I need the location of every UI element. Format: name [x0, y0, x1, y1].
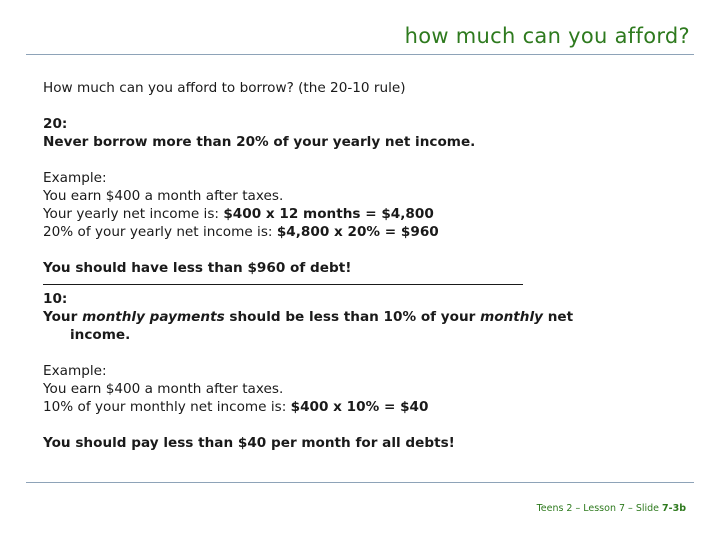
- line2-prefix: Your yearly net income is:: [43, 206, 224, 222]
- rule-emphasis-monthly-payments: monthly payments: [82, 309, 225, 325]
- section-10-conclusion: You should pay less than $40 per month for all debts!: [43, 435, 455, 451]
- line2-calc: $400 x 12 months = $4,800: [223, 206, 434, 222]
- slide-title: how much can you afford?: [404, 24, 690, 48]
- line2-calc: $400 x 10% = $40: [290, 399, 429, 415]
- section-20-label: 20:: [43, 116, 68, 132]
- top-divider: [26, 54, 694, 55]
- section-10-example-label: Example:: [43, 363, 107, 379]
- section-20-conclusion: You should have less than $960 of debt!: [43, 260, 352, 276]
- section-10-label: 10:: [43, 291, 68, 307]
- section-10-rule-cont: income.: [70, 327, 131, 343]
- footer-text: Teens 2 – Lesson 7 – Slide: [536, 503, 663, 514]
- section-10-line2: [43, 398, 643, 416]
- slide-footer: [537, 503, 686, 514]
- section-20-example-label: Example:: [43, 170, 107, 186]
- rule-part2: should be less than 10% of your: [224, 309, 481, 325]
- section-20-line3: [43, 223, 643, 241]
- section-20-line1: You earn $400 a month after taxes.: [43, 188, 284, 204]
- section-10-rule: [43, 308, 643, 326]
- rule-part3: net: [543, 309, 574, 325]
- slide-content: [43, 79, 643, 452]
- heading: How much can you afford to borrow? (the 20-10 rule): [43, 80, 406, 96]
- rule-part1: Your: [43, 309, 83, 325]
- section-separator: [43, 284, 523, 285]
- section-20-line2: [43, 205, 643, 223]
- line3-calc: $4,800 x 20% = $960: [276, 224, 439, 240]
- footer-slide-number: 7-3b: [662, 503, 686, 514]
- bottom-divider: [26, 482, 694, 483]
- line2-prefix: 10% of your monthly net income is:: [43, 399, 291, 415]
- line3-prefix: 20% of your yearly net income is:: [43, 224, 277, 240]
- rule-emphasis-monthly: monthly: [480, 309, 544, 325]
- section-20-rule: Never borrow more than 20% of your yearly net income.: [43, 134, 476, 150]
- section-10-line1: You earn $400 a month after taxes.: [43, 381, 284, 397]
